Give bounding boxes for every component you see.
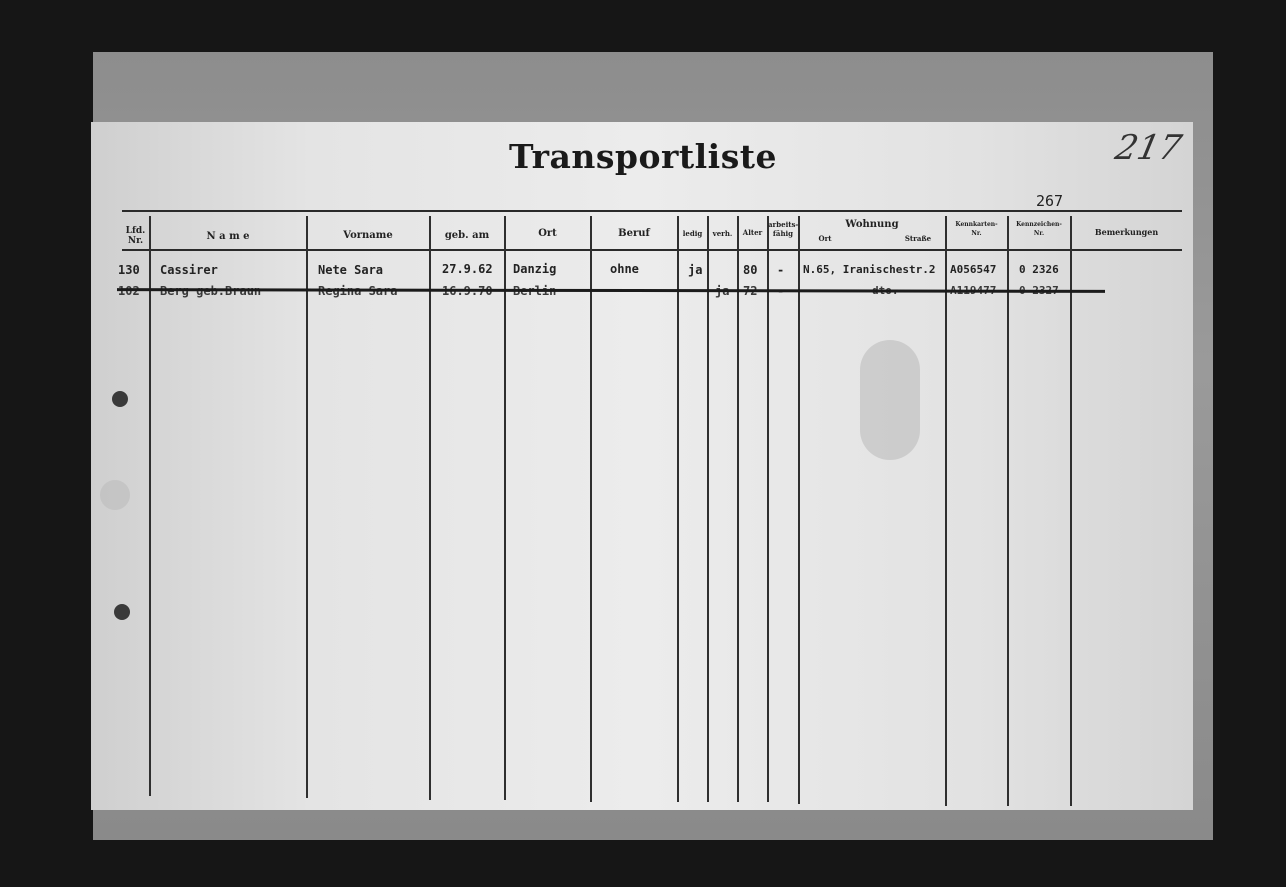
header-bottom-border [122, 249, 1182, 251]
cell-alter: 80 [743, 263, 758, 277]
header-bemerkungen: Bemerkungen [1094, 227, 1159, 237]
header-wohnung-ort: Ort [818, 234, 832, 243]
header-lfd-nr-line2: Nr. [127, 236, 144, 246]
column-divider [149, 216, 151, 796]
column-divider [945, 216, 947, 806]
header-kennzeichen-line1: Kennzeichen- [1016, 221, 1062, 228]
cell-arbeitsfaehig: - [777, 263, 785, 277]
header-lfd-nr [122, 226, 149, 246]
cell-ledig: ja [688, 263, 703, 277]
header-wohnung-strasse: Straße [904, 234, 932, 243]
header-kennzeichen-nr [1008, 220, 1070, 238]
header-lfd-nr-line1: Lfd. [125, 226, 146, 236]
cell-kennzeichen-nr: 0 2326 [1019, 263, 1059, 276]
header-verh: verh. [712, 229, 733, 238]
header-geb-am: geb. am [444, 230, 490, 241]
header-arbeitsfaehig-line1: arbeits- [768, 220, 799, 229]
column-divider [504, 216, 506, 800]
column-divider [677, 216, 679, 802]
cell-kennkarten-nr: A056547 [950, 263, 997, 276]
header-arbeitsfaehig-line2: fähig [772, 229, 794, 238]
document-title: Transportliste [508, 137, 778, 176]
column-divider [737, 216, 739, 802]
cell-geb-am: 27.9.62 [442, 262, 493, 276]
cell-ort: Danzig [513, 262, 557, 276]
column-divider [429, 216, 431, 800]
column-divider [590, 216, 592, 802]
cell-wohnung: N.65, Iranischestr.2 [803, 263, 936, 276]
header-arbeitsfaehig [768, 220, 798, 238]
column-divider [798, 216, 800, 804]
typed-page-number: 267 [1036, 192, 1064, 210]
header-name: N a m e [206, 231, 250, 242]
column-divider [306, 216, 308, 798]
header-ort: Ort [538, 228, 557, 239]
header-kennkarten-nr [946, 220, 1007, 238]
handwritten-page-number: 217 [1111, 128, 1186, 168]
header-kennzeichen-line2: Nr. [1033, 230, 1045, 237]
table-top-border [122, 210, 1182, 212]
header-kennkarten-line1: Kennkarten- [955, 221, 998, 228]
header-vorname: Vorname [343, 230, 393, 241]
header-ledig: ledig [682, 229, 703, 238]
column-divider [1007, 216, 1009, 806]
header-alter: Alter [742, 228, 763, 237]
column-divider [767, 216, 769, 802]
cell-lfd-nr: 130 [118, 263, 140, 277]
cell-beruf: ohne [610, 262, 639, 276]
cell-vorname: Nete Sara [318, 263, 384, 277]
cell-name: Cassirer [160, 263, 218, 277]
header-beruf: Beruf [618, 228, 650, 239]
column-divider [1070, 216, 1072, 806]
strike-through-line [117, 288, 1105, 293]
header-kennkarten-line2: Nr. [971, 230, 982, 237]
column-divider [707, 216, 709, 802]
header-wohnung: Wohnung [845, 219, 899, 230]
